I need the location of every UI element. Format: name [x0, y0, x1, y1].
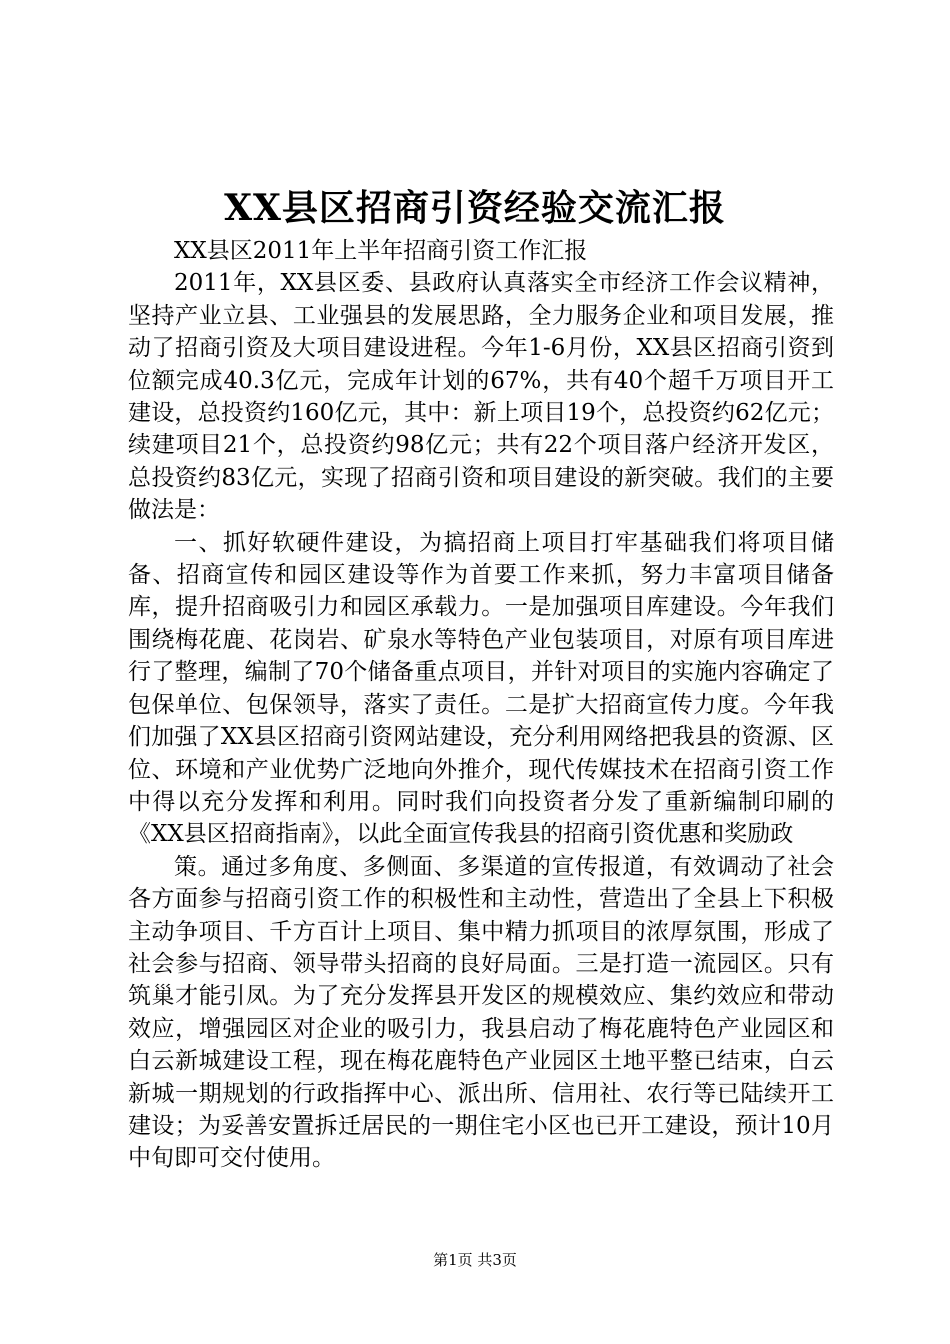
document-title: XX县区招商引资经验交流汇报	[224, 187, 726, 229]
subtitle-paragraph: XX县区2011年上半年招商引资工作汇报	[174, 238, 588, 264]
section-one-paragraph: 一、抓好软硬件建设，为搞招商上项目打牢基础我们将项目储备、招商宣传和园区建设等作为首要工作来抓，努力丰富项目储备库，提升招商吸引力和园区承载力。一是加强项目库建设。今年我们围绕梅花鹿、花岗岩、矿泉水等特色产业包装项目，对原有项目库进行了整理，编制了70个储备重点项目，并针对项目的实施内容确定了包保单位、包保领导，落实了责任。二是扩大招商宣传力度。今年我们加强了XX县区招商引资网站建设，充分利用网络把我县的资源、区位、环境和产业优势广泛地向外推介，现代传媒技术在招商引资工作中得以充分发挥和利用。同时我们向投资者分发了重新编制印刷的《XX县区招商指南》，以此全面宣传我县的招商引资优惠和奖励政	[128, 529, 834, 848]
document-body	[128, 235, 834, 1175]
continuation-paragraph: 策。通过多角度、多侧面、多渠道的宣传报道，有效调动了社会各方面参与招商引资工作的积极性和主动性，营造出了全县上下积极主动争项目、千方百计上项目、集中精力抓项目的浓厚氛围，形成了社会参与招商、领导带头招商的良好局面。三是打造一流园区。只有筑巢才能引凤。为了充分发挥县开发区的规模效应、集约效应和带动效应，增强园区对企业的吸引力，我县启动了梅花鹿特色产业园区和白云新城建设工程，现在梅花鹿特色产业园区土地平整已结束，白云新城一期规划的行政指挥中心、派出所、信用社、农行等已陆续开工建设；为妥善安置拆迁居民的一期住宅小区也已开工建设，预计10月中旬即可交付使用。	[128, 853, 834, 1172]
summary-paragraph: 2011年，XX县区委、县政府认真落实全市经济工作会议精神，坚持产业立县、工业强县的发展思路，全力服务企业和项目发展，推动了招商引资及大项目建设进程。今年1-6月份，XX县区招商引资到位额完成40.3亿元，完成年计划的67%，共有40个超千万项目开工建设，总投资约160亿元，其中：新上项目19个，总投资约62亿元；续建项目21个，总投资约98亿元；共有22个项目落户经济开发区，总投资约83亿元，实现了招商引资和项目建设的新突破。我们的主要做法是：	[128, 270, 834, 524]
page-footer: 第1页 共3页	[433, 1251, 517, 1269]
